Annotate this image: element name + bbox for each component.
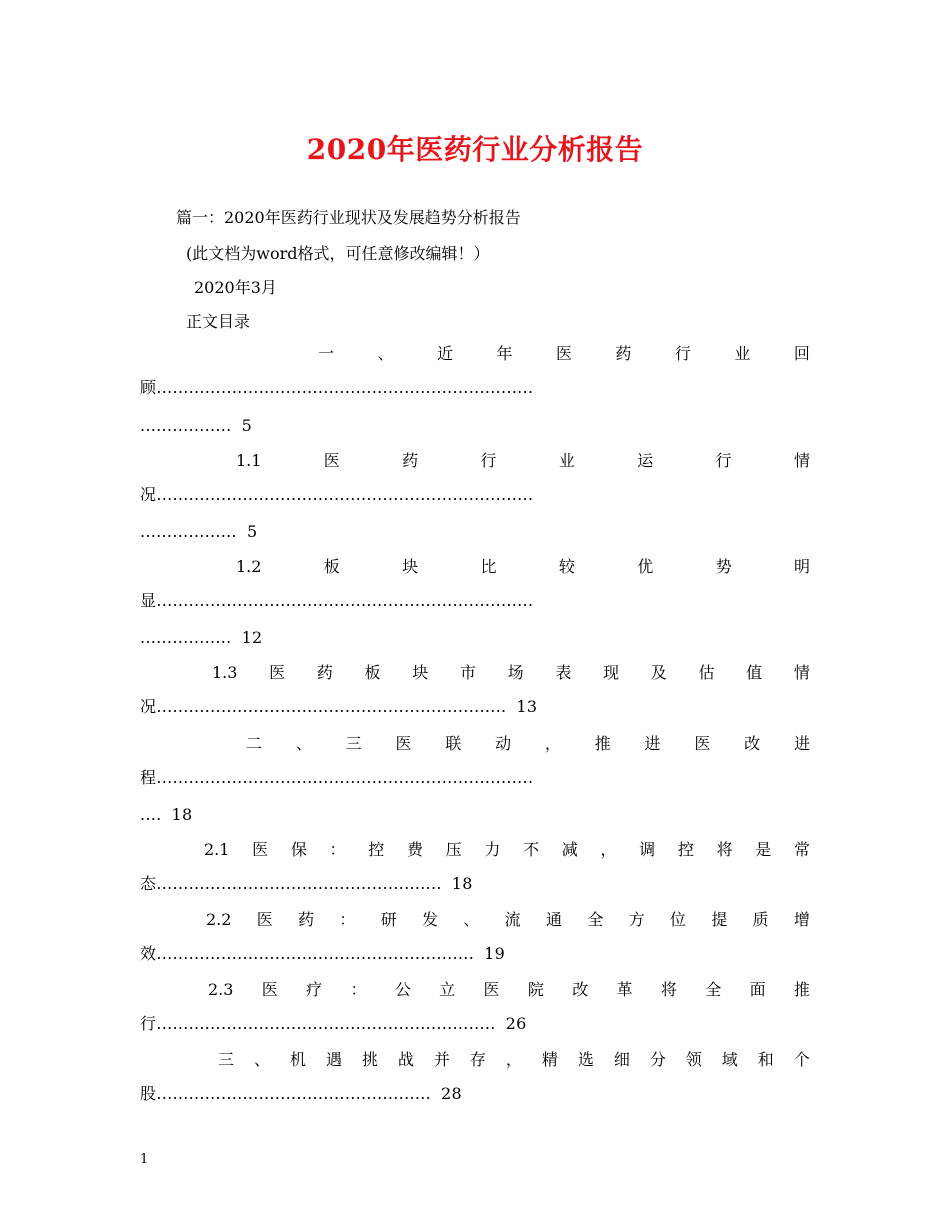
toc-title-char: 药 [615,344,632,363]
toc-title-char: 面 [749,980,766,999]
toc-title-char: 势 [715,557,732,576]
toc-title-char: 、 [253,1050,270,1069]
toc-title-char: 减 [561,840,578,859]
toc-continuation-char: 况 [140,697,157,716]
toc-title-char: ， [505,1050,522,1069]
report-date: 2020年3月 [194,278,277,297]
toc-title-char: 全 [705,980,722,999]
toc-heading: 正文目录 [186,312,251,331]
toc-title-char: 联 [445,734,462,753]
toc-title-char: 医 [252,840,269,859]
toc-title-char: 、 [463,910,480,929]
toc-title-char: 药 [402,451,419,470]
toc-entry-page-line [140,805,193,825]
toc-title-char: 年 [496,344,513,363]
toc-title-char: 不 [523,840,540,859]
toc-title-char: 常 [793,840,810,859]
toc-title-char: 将 [716,840,733,859]
toc-dot-leader: ...................................................................... [156,768,534,787]
toc-title-char: 改 [572,980,589,999]
toc-title-char: 研 [380,910,397,929]
toc-title-char: 优 [637,557,654,576]
toc-title-char: 公 [394,980,411,999]
toc-title-char: ： [350,980,367,999]
toc-entry-title[interactable] [246,734,810,754]
toc-title-char: 革 [616,980,633,999]
toc-continuation-char: 况 [140,485,157,504]
toc-title-char: 一 [318,344,335,363]
toc-title-char: 改 [744,734,761,753]
toc-title-char: 细 [613,1050,630,1069]
toc-title-char: 战 [397,1050,414,1069]
toc-title-char: 医 [395,734,412,753]
toc-entry-leader [140,485,533,505]
toc-dot-leader: ...................................................................... [156,485,534,504]
toc-continuation-char: 程 [140,768,157,787]
toc-title-char: 存 [469,1050,486,1069]
toc-title-char: 明 [793,557,810,576]
toc-dot-leader: ................................................... [156,1084,431,1103]
toc-title-char: 估 [698,663,715,682]
toc-title-char: 控 [368,840,385,859]
toc-title-char: 立 [439,980,456,999]
toc-page-number: 5 [246,522,258,541]
toc-title-char: 精 [541,1050,558,1069]
toc-title-char: 1.2 [236,557,262,576]
toc-entry-leader [140,768,533,788]
toc-entry-leader [140,378,533,398]
document-title: 2020年医药行业分析报告 [306,133,644,166]
toc-title-char: 、 [377,344,394,363]
toc-title-char: ， [600,840,617,859]
toc-title-char: 个 [793,1050,810,1069]
toc-title-char: 医 [269,663,286,682]
toc-entry-title[interactable] [212,663,810,683]
toc-title-char: 发 [422,910,439,929]
toc-title-char: 通 [545,910,562,929]
toc-title-char: 值 [746,663,763,682]
toc-title-char: 表 [555,663,572,682]
toc-title-char: 质 [752,910,769,929]
toc-title-char: 2.1 [204,840,230,859]
toc-title-char: 增 [793,910,810,929]
toc-title-char: 力 [484,840,501,859]
toc-title-char: 推 [594,734,611,753]
toc-entry-leader [140,874,473,894]
toc-title-char: 行 [715,451,732,470]
toc-entry-title[interactable] [236,557,810,577]
toc-title-char: 1.1 [236,451,262,470]
toc-title-char: 业 [558,451,575,470]
toc-title-char: 将 [660,980,677,999]
toc-title-char: 机 [289,1050,306,1069]
toc-title-char: 医 [256,910,273,929]
toc-title-char: 块 [412,663,429,682]
toc-title-char: 行 [674,344,691,363]
toc-title-char: 比 [480,557,497,576]
toc-continuation-char: 显 [140,591,157,610]
toc-dot-leader: ................. [140,628,232,647]
toc-entry-title[interactable] [208,980,810,1000]
toc-title-char: 疗 [306,980,323,999]
toc-title-char: 控 [677,840,694,859]
toc-entry-leader [140,697,537,717]
toc-title-char: 情 [793,663,810,682]
toc-dot-leader: ................. [140,416,232,435]
toc-title-char: 行 [480,451,497,470]
toc-continuation-char: 顾 [140,378,157,397]
toc-entry-leader [140,944,505,964]
toc-title-char: 全 [587,910,604,929]
toc-title-char: 运 [637,451,654,470]
toc-title-char: 板 [364,663,381,682]
toc-entry-title[interactable] [204,840,810,860]
toc-title-char: ： [329,840,346,859]
toc-title-char: 流 [504,910,521,929]
toc-continuation-char: 股 [140,1084,157,1103]
toc-title-char: 三 [345,734,362,753]
page-number: 1 [140,1152,149,1167]
toc-entry-leader [140,1084,462,1104]
toc-title-char: 费 [406,840,423,859]
toc-dot-leader: .... [140,805,162,824]
toc-entry-page-line [140,522,257,542]
toc-entry-title[interactable] [318,344,810,364]
toc-title-char: 挑 [361,1050,378,1069]
toc-title-char: 、 [295,734,312,753]
toc-page-number: 19 [484,944,506,963]
toc-title-char: 领 [685,1050,702,1069]
toc-title-char: 医 [261,980,278,999]
toc-dot-leader: ...................................................................... [156,378,534,397]
toc-title-char: 选 [577,1050,594,1069]
toc-page-number: 5 [241,416,253,435]
toc-title-char: 调 [639,840,656,859]
toc-title-char: 块 [402,557,419,576]
toc-title-char: 医 [483,980,500,999]
toc-continuation-char: 效 [140,944,157,963]
toc-page-number: 28 [441,1084,462,1103]
toc-title-char: 1.3 [212,663,238,682]
toc-title-char: 市 [459,663,476,682]
toc-title-char: 业 [734,344,751,363]
toc-title-char: 提 [711,910,728,929]
toc-title-char: 回 [793,344,810,363]
toc-title-char: 板 [323,557,340,576]
toc-title-char: 场 [507,663,524,682]
toc-continuation-char: 行 [140,1014,157,1033]
toc-title-char: 2.2 [206,910,232,929]
toc-title-char: 域 [721,1050,738,1069]
toc-continuation-char: 态 [140,874,157,893]
toc-dot-leader: ............................................................... [156,1014,496,1033]
toc-title-char: 及 [650,663,667,682]
toc-entry-page-line [140,628,263,648]
toc-dot-leader: ...................................................................... [156,591,534,610]
toc-title-char: 和 [757,1050,774,1069]
toc-title-char: 推 [793,980,810,999]
toc-title-char: 药 [316,663,333,682]
toc-dot-leader: .................. [140,522,237,541]
toc-entry-leader [140,591,533,611]
toc-entry-title[interactable] [218,1050,810,1070]
toc-title-char: 二 [246,734,263,753]
subtitle: 篇一：2020年医药行业现状及发展趋势分析报告 [176,208,521,227]
toc-entry-title[interactable] [206,910,810,930]
toc-entry-title[interactable] [236,451,810,471]
toc-title-char: 方 [628,910,645,929]
toc-title-char: 压 [445,840,462,859]
toc-page-number: 18 [171,805,193,824]
format-note: (此文档为word格式，可任意修改编辑！） [186,244,490,263]
toc-title-char: 医 [694,734,711,753]
toc-title-char: 进 [644,734,661,753]
toc-title-char: 是 [755,840,772,859]
toc-dot-leader: ..................................................... [156,874,442,893]
toc-title-char: 并 [433,1050,450,1069]
toc-title-char: 医 [555,344,572,363]
toc-title-char: 情 [793,451,810,470]
toc-title-char: 保 [290,840,307,859]
toc-title-char: 动 [495,734,512,753]
toc-title-char: 现 [603,663,620,682]
toc-title-char: 医 [323,451,340,470]
toc-title-char: 近 [436,344,453,363]
toc-title-char: 较 [558,557,575,576]
toc-page-number: 26 [505,1014,527,1033]
toc-title-char: 三 [218,1050,235,1069]
toc-title-char: ， [544,734,561,753]
toc-page-number: 12 [241,628,263,647]
toc-title-char: 院 [527,980,544,999]
toc-page-number: 18 [451,874,473,893]
toc-entry-page-line [140,416,252,436]
toc-entry-leader [140,1014,527,1034]
toc-title-char: 进 [793,734,810,753]
toc-title-char: 2.3 [208,980,234,999]
toc-page-number: 13 [516,697,538,716]
toc-title-char: 分 [649,1050,666,1069]
toc-title-char: ： [339,910,356,929]
toc-title-char: 遇 [325,1050,342,1069]
toc-title-char: 药 [298,910,315,929]
toc-title-char: 位 [669,910,686,929]
toc-dot-leader: ........................................................... [156,944,475,963]
toc-dot-leader: ................................................................. [156,697,507,716]
